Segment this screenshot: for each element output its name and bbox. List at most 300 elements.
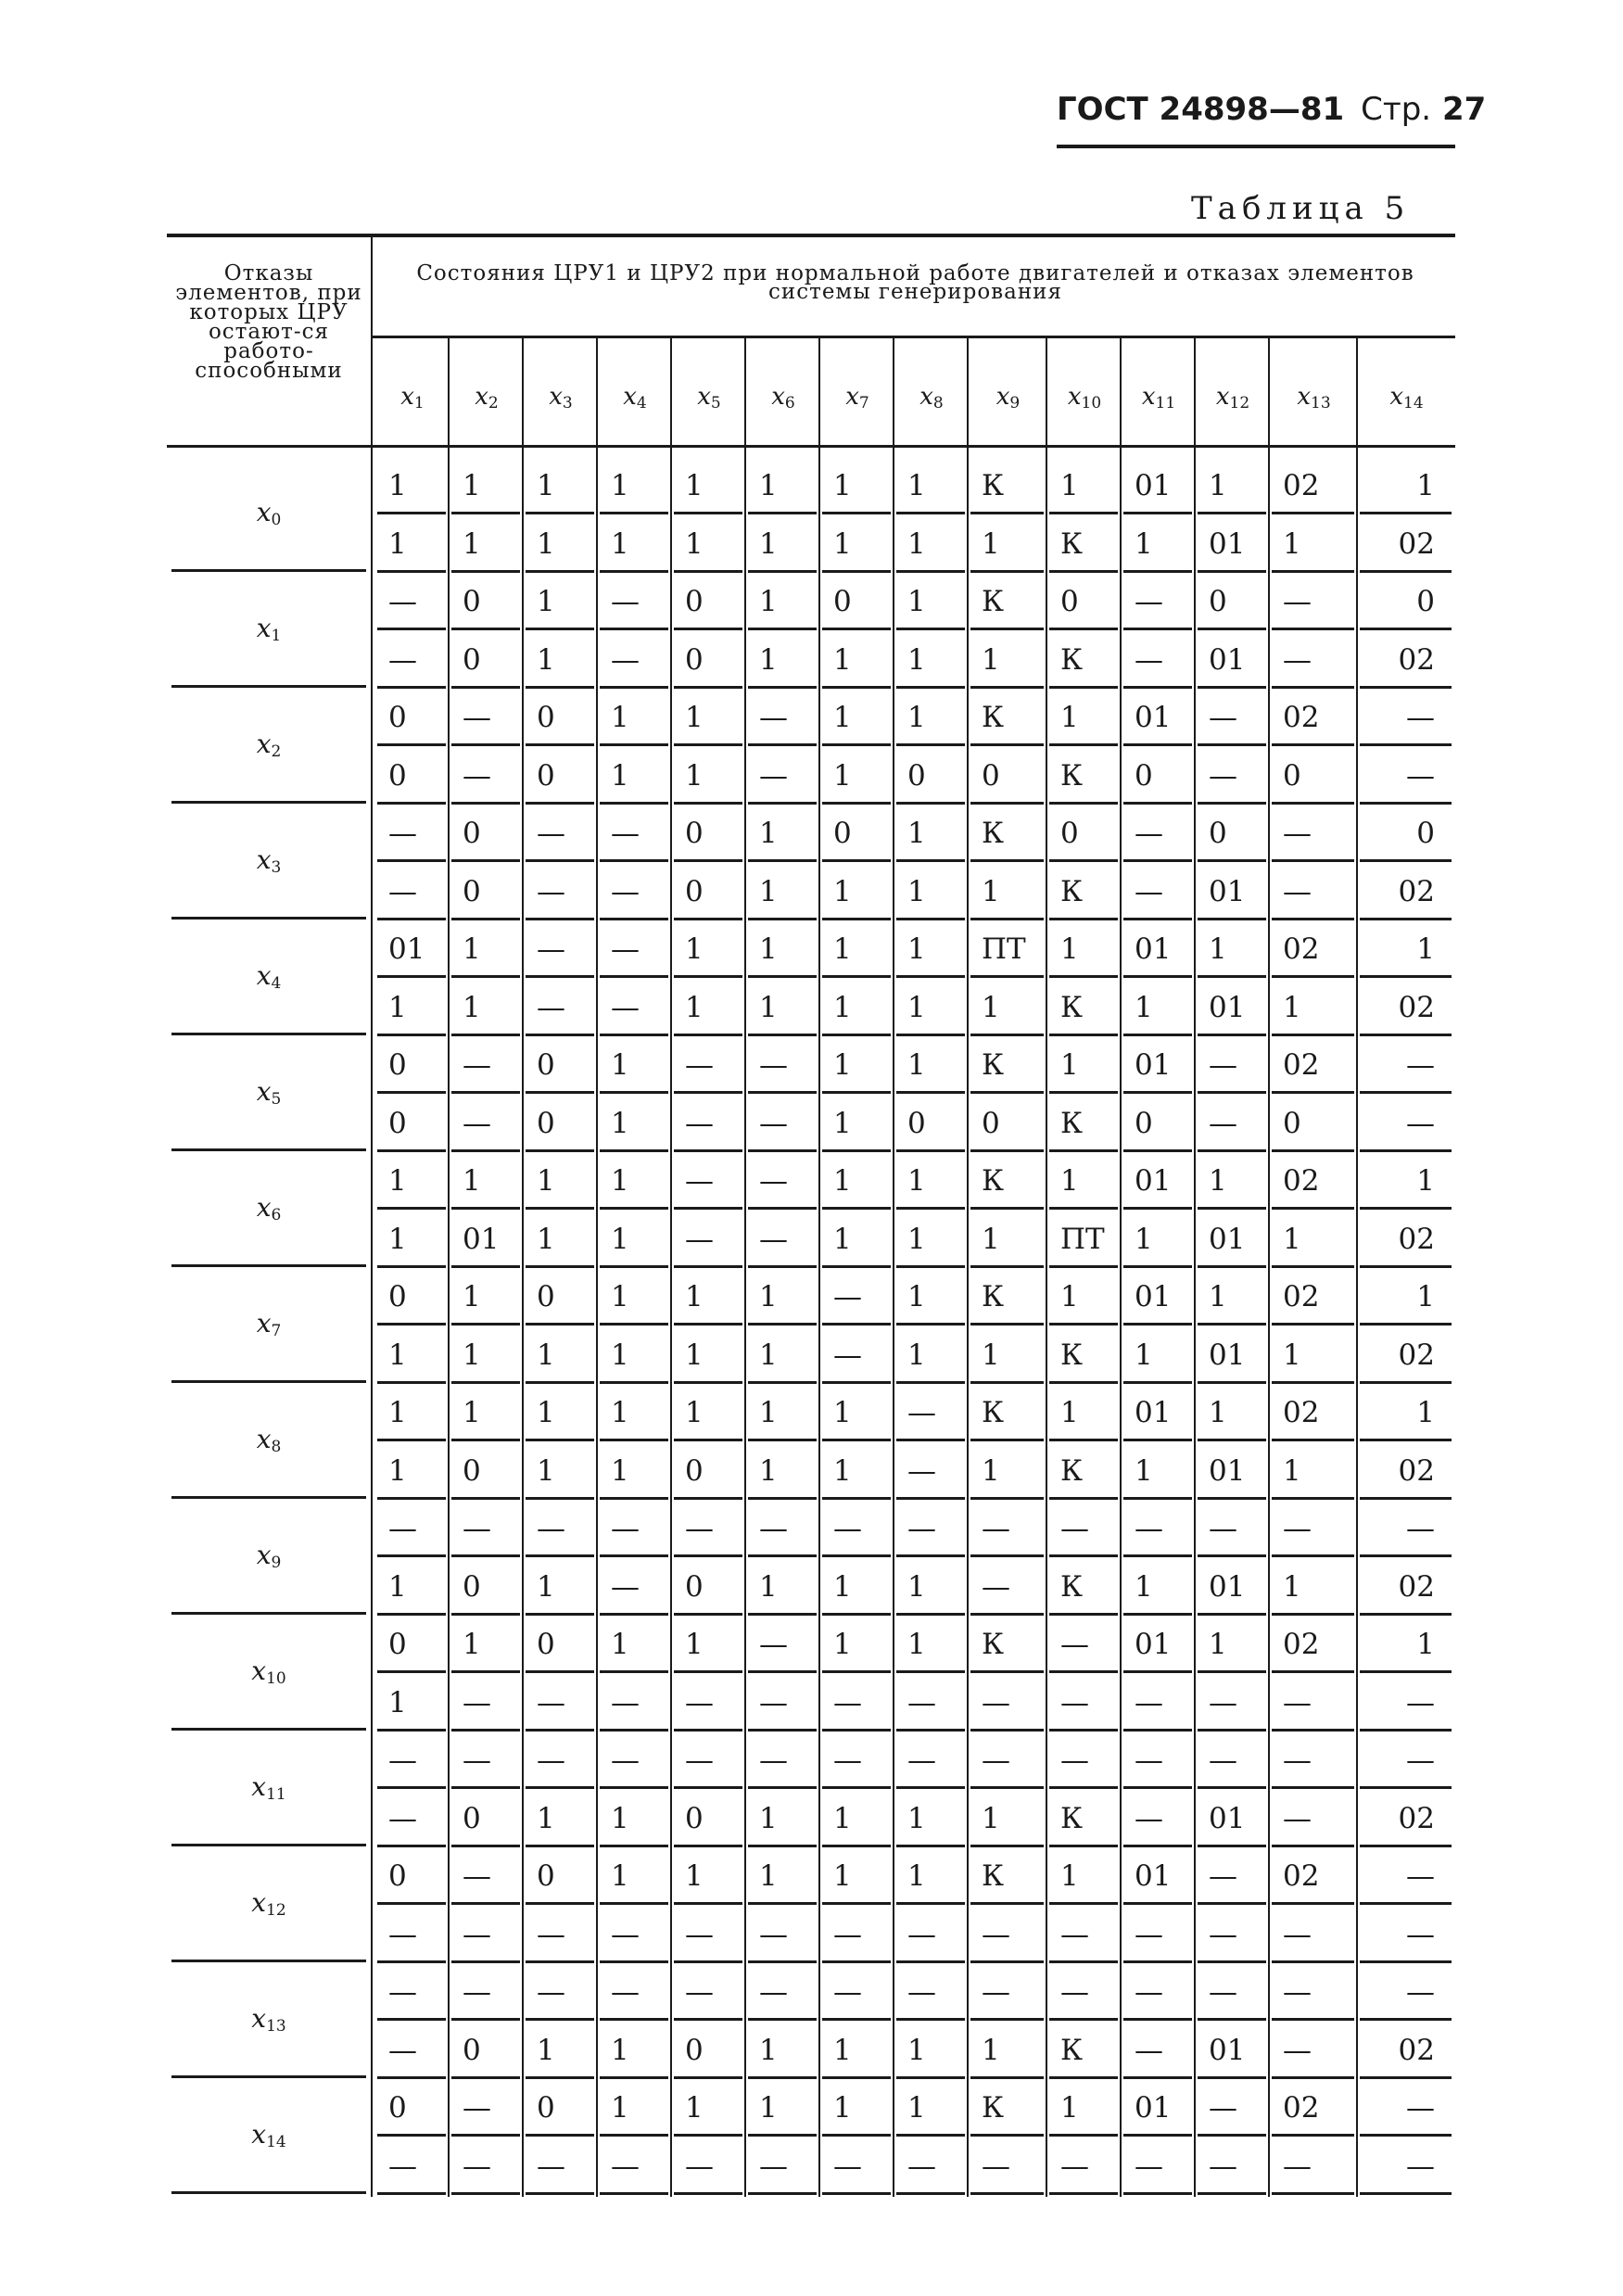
table-cell: —: [1272, 635, 1354, 689]
table-cell: 1: [970, 635, 1044, 689]
row-group-rule: [171, 1380, 366, 1383]
table-cell: 0: [451, 577, 520, 630]
table-cell: 1: [674, 461, 742, 514]
table-cell: 1: [822, 1388, 891, 1441]
table-cell: 1: [526, 1446, 594, 1500]
table-cell: 0: [1272, 751, 1354, 805]
column-header-sub: 12: [1229, 394, 1250, 412]
table-cell: —: [674, 1098, 742, 1152]
column-header-sub: 1: [413, 394, 425, 412]
table-cell: 0: [451, 2025, 520, 2079]
table-cell: —: [674, 1967, 742, 2021]
column-divider: [522, 338, 524, 2197]
table-cell: 1: [600, 1851, 668, 1905]
table-cell: 1: [526, 2025, 594, 2079]
table-cell: 0: [896, 1098, 965, 1152]
column-header-base: x: [771, 383, 785, 411]
table-cell: 1: [822, 1214, 891, 1268]
column-header-base: x: [623, 383, 637, 411]
table-cell: 0: [674, 635, 742, 689]
column-header-base: x: [697, 383, 711, 411]
table-cell: К: [1049, 867, 1118, 920]
column-header-sub: 5: [710, 394, 721, 412]
table-cell: —: [896, 1678, 965, 1732]
table-cell: 0: [377, 1040, 446, 1094]
table-cell: —: [1198, 751, 1266, 805]
table-cell: 0: [451, 1794, 520, 1847]
table-cell: —: [674, 2141, 742, 2195]
table-cell: —: [674, 1040, 742, 1094]
table-cell: —: [748, 1619, 817, 1673]
table-cell: 1: [600, 1330, 668, 1384]
table-cell: 1: [822, 1156, 891, 1210]
table-cell: —: [451, 1909, 520, 1963]
table-cell: 1: [1049, 2083, 1118, 2137]
column-header-sub: 11: [1155, 394, 1176, 412]
table-cell: 1: [970, 983, 1044, 1036]
table-cell: 0: [1049, 808, 1118, 862]
table-cell: —: [1123, 867, 1192, 920]
table-cell: 1: [896, 1330, 965, 1384]
table-cell: —: [1360, 1040, 1452, 1094]
table-cell: —: [1198, 2083, 1266, 2137]
table-cell: 01: [451, 1214, 520, 1268]
table-cell: 0: [451, 808, 520, 862]
table-cell: —: [970, 1678, 1044, 1732]
column-header-x4: [598, 378, 672, 415]
column-header-x9: [969, 378, 1047, 415]
row-label-base: x: [256, 959, 272, 991]
table-cell: 01: [1123, 461, 1192, 514]
table-cell: 1: [970, 1446, 1044, 1500]
table-cell: 1: [451, 1156, 520, 1210]
table-cell: 1: [600, 461, 668, 514]
table-cell: —: [1198, 1040, 1266, 1094]
table-cell: 01: [1198, 519, 1266, 573]
row-group-rule: [171, 1960, 366, 1962]
row-group-rule: [171, 2191, 366, 2194]
row-label-sub: 0: [271, 510, 282, 529]
table-cell: 1: [600, 1388, 668, 1441]
column-header-sub: 9: [1009, 394, 1021, 412]
table-cell: 0: [1049, 577, 1118, 630]
table-cell: 1: [748, 1330, 817, 1384]
table-cell: —: [1272, 577, 1354, 630]
table-cell: —: [896, 2141, 965, 2195]
table-cell: —: [1123, 1735, 1192, 1789]
table-cell: 0: [970, 1098, 1044, 1152]
table-cell: —: [600, 577, 668, 630]
table-cell: 0: [1123, 1098, 1192, 1152]
table-cell: 1: [600, 1098, 668, 1152]
label-column-divider: [371, 237, 373, 2197]
table-cell: —: [748, 2141, 817, 2195]
table-cell: 0: [526, 1851, 594, 1905]
table-cell: —: [526, 867, 594, 920]
table-cell: —: [600, 1967, 668, 2021]
table-cell: —: [896, 1909, 965, 1963]
table-cell: —: [822, 1909, 891, 1963]
table-cell: —: [1049, 1735, 1118, 1789]
column-header-sub: 14: [1403, 394, 1424, 412]
table-cell: —: [600, 1678, 668, 1732]
table-cell: —: [1360, 692, 1452, 746]
table-cell: —: [674, 1503, 742, 1557]
table-cell: 1: [600, 1272, 668, 1326]
table-cell: 1: [970, 519, 1044, 573]
row-group-rule: [171, 1033, 366, 1035]
table-cell: —: [600, 808, 668, 862]
table-cell: 1: [1123, 519, 1192, 573]
table-cell: —: [970, 1562, 1044, 1616]
row-label-sub: 10: [266, 1668, 286, 1688]
table-cell: К: [970, 808, 1044, 862]
table-cell: 02: [1360, 1446, 1452, 1500]
table-cell: —: [674, 1678, 742, 1732]
table-cell: 01: [1123, 924, 1192, 978]
table-cell: 1: [600, 519, 668, 573]
row-label-sub: 6: [271, 1205, 282, 1224]
table-cell: 1: [822, 519, 891, 573]
row-label-x2: [171, 729, 366, 761]
table-cell: 1: [674, 1619, 742, 1673]
table-cell: 1: [822, 1619, 891, 1673]
table-cell: —: [526, 1735, 594, 1789]
column-header-rule: [167, 445, 1455, 448]
table-cell: 1: [674, 751, 742, 805]
table-cell: —: [377, 635, 446, 689]
table-cell: ПТ: [1049, 1214, 1118, 1268]
row-label-base: x: [251, 2002, 267, 2034]
table-cell: 1: [1272, 1562, 1354, 1616]
table-cell: 0: [1123, 751, 1192, 805]
column-header-x10: [1047, 378, 1122, 415]
table-cell: 01: [377, 924, 446, 978]
table-cell: —: [1272, 867, 1354, 920]
table-cell: 1: [674, 924, 742, 978]
table-cell: —: [1123, 1794, 1192, 1847]
table-cell: 1: [896, 1040, 965, 1094]
row-label-sub: 11: [266, 1784, 286, 1804]
table-cell: 1: [748, 519, 817, 573]
table-cell: —: [1360, 1503, 1452, 1557]
column-divider: [670, 338, 672, 2197]
table-cell: —: [526, 924, 594, 978]
column-header-sub: 8: [932, 394, 944, 412]
row-label-x12: [171, 1887, 366, 1920]
table-cell: 1: [674, 519, 742, 573]
table-cell: —: [748, 1967, 817, 2021]
column-header-x13: [1270, 378, 1358, 415]
column-divider: [744, 338, 746, 2197]
table-cell: —: [1123, 2025, 1192, 2079]
table-cell: —: [970, 2141, 1044, 2195]
table-cell: 02: [1360, 1562, 1452, 1616]
table-cell: 1: [1272, 1446, 1354, 1500]
table-cell: 01: [1123, 1040, 1192, 1094]
table-cell: К: [1049, 983, 1118, 1036]
table-cell: 1: [1360, 1388, 1452, 1441]
table-cell: —: [1272, 1794, 1354, 1847]
table-cell: 0: [526, 1040, 594, 1094]
table-cell: 1: [377, 1562, 446, 1616]
row-label-x4: [171, 960, 366, 993]
table-cell: —: [451, 1678, 520, 1732]
table-cell: —: [748, 1214, 817, 1268]
row-label-sub: 7: [271, 1321, 282, 1340]
table-cell: 1: [1360, 1272, 1452, 1326]
row-label-base: x: [256, 612, 272, 643]
table-caption: Таблица 5: [1191, 190, 1411, 227]
table-cell: 1: [822, 635, 891, 689]
column-header-base: x: [1141, 383, 1156, 411]
table-cell: 1: [1198, 1388, 1266, 1441]
table-cell: —: [1049, 1678, 1118, 1732]
table-cell: —: [377, 2025, 446, 2079]
table-cell: —: [377, 808, 446, 862]
row-label-base: x: [251, 1655, 267, 1686]
table-cell: 02: [1272, 1272, 1354, 1326]
table-cell: 0: [526, 1098, 594, 1152]
table-cell: —: [1198, 1503, 1266, 1557]
column-header-x6: [746, 378, 820, 415]
table-cell: —: [600, 867, 668, 920]
row-label-x11: [171, 1771, 366, 1804]
table-cell: —: [1123, 1503, 1192, 1557]
table-cell: К: [970, 1851, 1044, 1905]
table-cell: —: [526, 983, 594, 1036]
table-cell: —: [1198, 1909, 1266, 1963]
table-cell: К: [1049, 1794, 1118, 1847]
table-cell: —: [600, 924, 668, 978]
table-cell: —: [822, 2141, 891, 2195]
table-cell: 1: [970, 1214, 1044, 1268]
column-header-base: x: [1297, 383, 1312, 411]
column-divider: [1194, 338, 1196, 2197]
table-cell: 02: [1360, 867, 1452, 920]
table-cell: 1: [1049, 1851, 1118, 1905]
table-cell: 1: [1360, 1156, 1452, 1210]
row-label-x13: [171, 2003, 366, 2036]
row-label-x5: [171, 1076, 366, 1109]
column-divider: [1120, 338, 1122, 2197]
table-cell: —: [1272, 2141, 1354, 2195]
table-cell: —: [1272, 1678, 1354, 1732]
table-cell: 1: [451, 461, 520, 514]
table-cell: —: [1049, 1909, 1118, 1963]
column-header-x5: [672, 378, 746, 415]
table-cell: 1: [748, 461, 817, 514]
column-divider: [448, 338, 450, 2197]
table-cell: 1: [748, 1851, 817, 1905]
table-cell: 1: [896, 461, 965, 514]
table-cell: 1: [526, 635, 594, 689]
table-cell: 1: [896, 635, 965, 689]
table-cell: —: [600, 1503, 668, 1557]
table-cell: 1: [377, 1678, 446, 1732]
table-cell: 1: [896, 867, 965, 920]
table-cell: —: [451, 1851, 520, 1905]
table-cell: 1: [822, 1851, 891, 1905]
table-cell: —: [822, 1967, 891, 2021]
table-cell: 1: [1360, 1619, 1452, 1673]
table-cell: —: [896, 1735, 965, 1789]
table-cell: 1: [822, 692, 891, 746]
table-cell: 02: [1360, 2025, 1452, 2079]
column-header-x14: [1358, 378, 1455, 415]
row-label-sub: 12: [266, 1900, 286, 1920]
table-cell: 01: [1123, 2083, 1192, 2137]
table-cell: 0: [674, 1446, 742, 1500]
table-cell: 0: [1360, 577, 1452, 630]
table-cell: —: [748, 1735, 817, 1789]
table-cell: —: [451, 2083, 520, 2137]
table-cell: 1: [377, 1156, 446, 1210]
table-top-rule: [167, 234, 1455, 237]
table-cell: К: [970, 692, 1044, 746]
column-header-base: x: [995, 383, 1010, 411]
table-cell: —: [1272, 1735, 1354, 1789]
row-label-sub: 8: [271, 1437, 282, 1456]
table-cell: —: [600, 1909, 668, 1963]
table-cell: 1: [896, 577, 965, 630]
table-cell: 1: [451, 983, 520, 1036]
table-cell: —: [674, 1909, 742, 1963]
table-cell: —: [377, 867, 446, 920]
table-cell: —: [970, 1735, 1044, 1789]
row-group-rule: [171, 1148, 366, 1151]
table-cell: 1: [600, 2025, 668, 2079]
table-cell: —: [1360, 1851, 1452, 1905]
table-cell: 02: [1272, 461, 1354, 514]
page-header: [1057, 91, 1487, 148]
column-header-sub: 10: [1081, 394, 1102, 412]
table-cell: 1: [1198, 1619, 1266, 1673]
table-cell: —: [1198, 2141, 1266, 2195]
row-label-x3: [171, 844, 366, 877]
table-cell: 1: [748, 1388, 817, 1441]
table-cell: 0: [822, 577, 891, 630]
table-cell: 1: [970, 1794, 1044, 1847]
table-cell: 1: [896, 808, 965, 862]
table-cell: —: [526, 808, 594, 862]
table-cell: 01: [1123, 1619, 1192, 1673]
table-cell: 1: [896, 2083, 965, 2137]
table-cell: 1: [748, 1446, 817, 1500]
table-cell: 1: [674, 983, 742, 1036]
table-cell: 02: [1272, 1619, 1354, 1673]
table-cell: —: [970, 1503, 1044, 1557]
table-cell: —: [1272, 1503, 1354, 1557]
table-cell: —: [896, 1967, 965, 2021]
column-header-x8: [894, 378, 969, 415]
table-cell: —: [748, 692, 817, 746]
table-cell: 02: [1360, 1214, 1452, 1268]
table-cell: 1: [600, 692, 668, 746]
column-header-base: x: [1067, 383, 1082, 411]
table-cell: 01: [1198, 635, 1266, 689]
table-cell: 1: [674, 1851, 742, 1905]
table-cell: —: [674, 1214, 742, 1268]
table-cell: 1: [748, 2083, 817, 2137]
table-cell: —: [748, 751, 817, 805]
table-cell: 0: [377, 1098, 446, 1152]
row-label-base: x: [256, 728, 272, 759]
table-cell: 1: [674, 1272, 742, 1326]
table-cell: 0: [451, 1562, 520, 1616]
table-cell: —: [600, 1562, 668, 1616]
table-cell: 1: [822, 461, 891, 514]
row-label-sub: 5: [271, 1089, 282, 1109]
table-cell: 1: [377, 1388, 446, 1441]
table-cell: 1: [822, 751, 891, 805]
table-cell: 1: [896, 692, 965, 746]
table-cell: 02: [1360, 519, 1452, 573]
table-cell: 1: [377, 1446, 446, 1500]
table-cell: К: [1049, 519, 1118, 573]
table-cell: К: [1049, 635, 1118, 689]
row-label-x6: [171, 1192, 366, 1224]
table-cell: —: [822, 1330, 891, 1384]
table-cell: —: [526, 2141, 594, 2195]
table-cell: 1: [1049, 692, 1118, 746]
table-cell: —: [1272, 1967, 1354, 2021]
row-label-sub: 4: [271, 973, 282, 993]
table-cell: —: [896, 1503, 965, 1557]
table-cell: —: [1123, 808, 1192, 862]
row-label-x0: [171, 497, 366, 529]
table-cell: 1: [526, 461, 594, 514]
table-cell: 1: [822, 1446, 891, 1500]
table-cell: 02: [1272, 1040, 1354, 1094]
table-cell: 0: [377, 1272, 446, 1326]
column-divider: [1046, 338, 1047, 2197]
row-label-base: x: [251, 1886, 267, 1918]
table-cell: —: [1360, 1678, 1452, 1732]
table-cell: 0: [377, 1851, 446, 1905]
table-cell: 1: [526, 577, 594, 630]
row-label-base: x: [256, 1539, 272, 1570]
column-header-x7: [820, 378, 894, 415]
table-cell: 1: [896, 1272, 965, 1326]
table-cell: 1: [600, 1619, 668, 1673]
table-cell: —: [822, 1503, 891, 1557]
table-cell: 02: [1272, 1851, 1354, 1905]
table-cell: 01: [1123, 1388, 1192, 1441]
column-header-base: x: [1389, 383, 1404, 411]
page-number: 27: [1441, 91, 1487, 128]
column-header-base: x: [845, 383, 859, 411]
table-cell: 0: [822, 808, 891, 862]
table-cell: 1: [748, 808, 817, 862]
table-cell: 0: [451, 635, 520, 689]
table-cell: 01: [1198, 1794, 1266, 1847]
row-group-rule: [171, 1844, 366, 1846]
row-label-sub: 14: [266, 2132, 286, 2151]
row-label-base: x: [256, 844, 272, 875]
column-header-base: x: [475, 383, 488, 411]
table-cell: 1: [1272, 519, 1354, 573]
table-cell: 0: [1198, 808, 1266, 862]
table-cell: К: [970, 461, 1044, 514]
table-cell: 1: [526, 1156, 594, 1210]
table-cell: 1: [896, 1562, 965, 1616]
table-cell: 1: [1123, 1562, 1192, 1616]
table-cell: 1: [451, 924, 520, 978]
table-cell: —: [1360, 2083, 1452, 2137]
row-group-rule: [171, 1496, 366, 1499]
table-cell: 1: [896, 1214, 965, 1268]
